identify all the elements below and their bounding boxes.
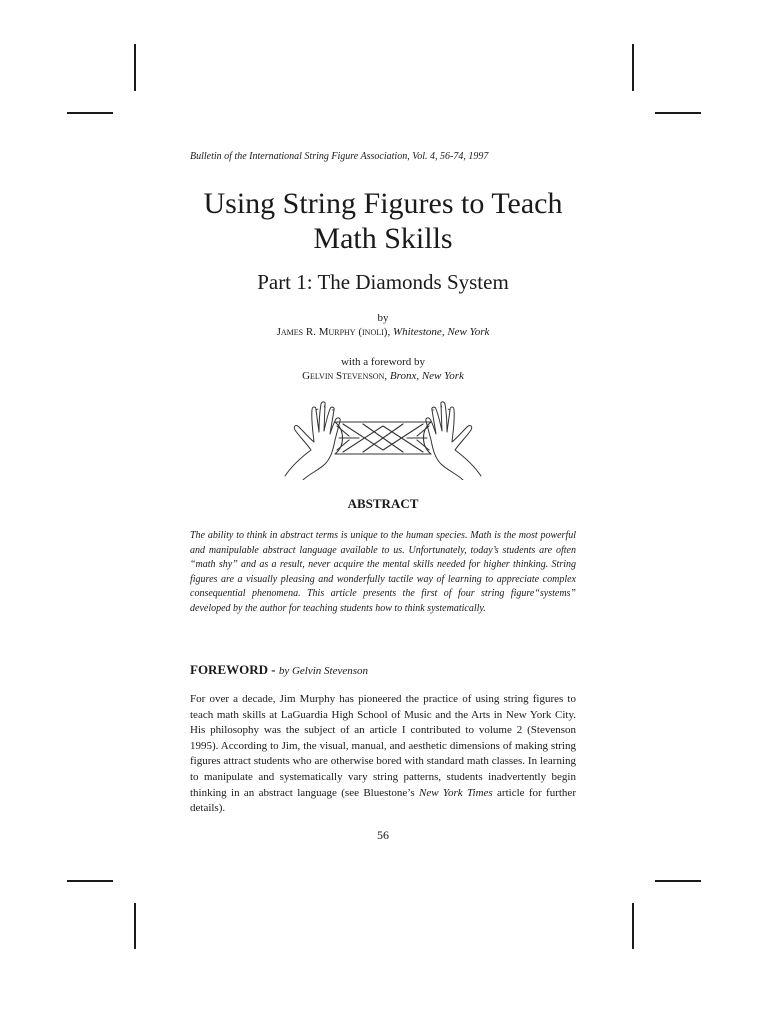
foreword-heading: FOREWORD xyxy=(190,662,268,677)
publication-name: New York Times xyxy=(419,786,493,799)
article-subtitle: Part 1: The Diamonds System xyxy=(257,270,509,294)
foreword-heading-line xyxy=(190,662,368,678)
crop-mark-top-right-horizontal xyxy=(655,112,701,114)
foreword-byline: by Gelvin Stevenson xyxy=(278,665,369,677)
abstract-text: The ability to think in abstract terms is unique to the human species. Math is the most powerful and manipulable abstract language available to us. Unfortunately, today’s students are often “math shy” and as a result, never acquire the mental skills needed for higher thinking. String figures are a visually pleasing and wonderfully tactile way of learning to appreciate complex consequential phenomena. This article presents the first of four string figure“systems” developed by the author for teaching students how to think systematically. xyxy=(190,530,576,614)
foreword-paragraph xyxy=(190,692,576,817)
bulletin-citation: Bulletin of the International String Figure Association, Vol. 4, 56-74, 1997 xyxy=(190,151,489,162)
byline-by: by xyxy=(377,312,389,324)
foreword-author-line: Gelvin Stevenson, Bronx, New York xyxy=(302,370,464,382)
crop-mark-top-left-vertical xyxy=(134,44,136,91)
string-loops xyxy=(335,422,431,454)
author-name: James R. Murphy (inoli) xyxy=(276,326,388,338)
article-title: Using String Figures to Teach Math Skills xyxy=(203,187,563,255)
author-location: Whitestone, New York xyxy=(392,326,490,338)
author-line: James R. Murphy (inoli), Whitestone, New York xyxy=(276,326,490,338)
foreword-text-part-2: article for further details). xyxy=(190,786,576,815)
page-number: 56 xyxy=(377,828,389,842)
crop-mark-top-left-horizontal xyxy=(67,112,113,114)
left-hand-outline xyxy=(285,402,340,480)
crop-mark-bottom-left-horizontal xyxy=(67,880,113,882)
foreword-author-name: Gelvin Stevenson xyxy=(302,370,385,382)
string-figure-hands-illustration xyxy=(283,400,483,480)
foreword-intro: with a foreword by xyxy=(340,356,425,368)
foreword-author-location: Bronx, New York xyxy=(389,370,464,382)
crop-mark-bottom-right-horizontal xyxy=(655,880,701,882)
foreword-text-part-1: For over a decade, Jim Murphy has pioneered the practice of using string figures to teach math skills at LaGuardia High School of Music and the Arts in New York City. His philosophy was the subject of an article I contributed to volume 2 (Stevenson 1995). According to Jim, the visual, manual, and aesthetic dimensions of making string figures attract students who are otherwise bored with standard math classes. In learning to manipulate and systematically vary string patterns, students inadvertently begin thinking in an abstract language (see Bluestone’s xyxy=(190,693,576,799)
crop-mark-top-right-vertical xyxy=(632,44,634,91)
foreword-separator: - xyxy=(268,662,279,677)
abstract-heading: ABSTRACT xyxy=(347,496,419,511)
crop-mark-bottom-left-vertical xyxy=(134,903,136,949)
crop-mark-bottom-right-vertical xyxy=(632,903,634,949)
right-hand-outline xyxy=(426,402,481,480)
